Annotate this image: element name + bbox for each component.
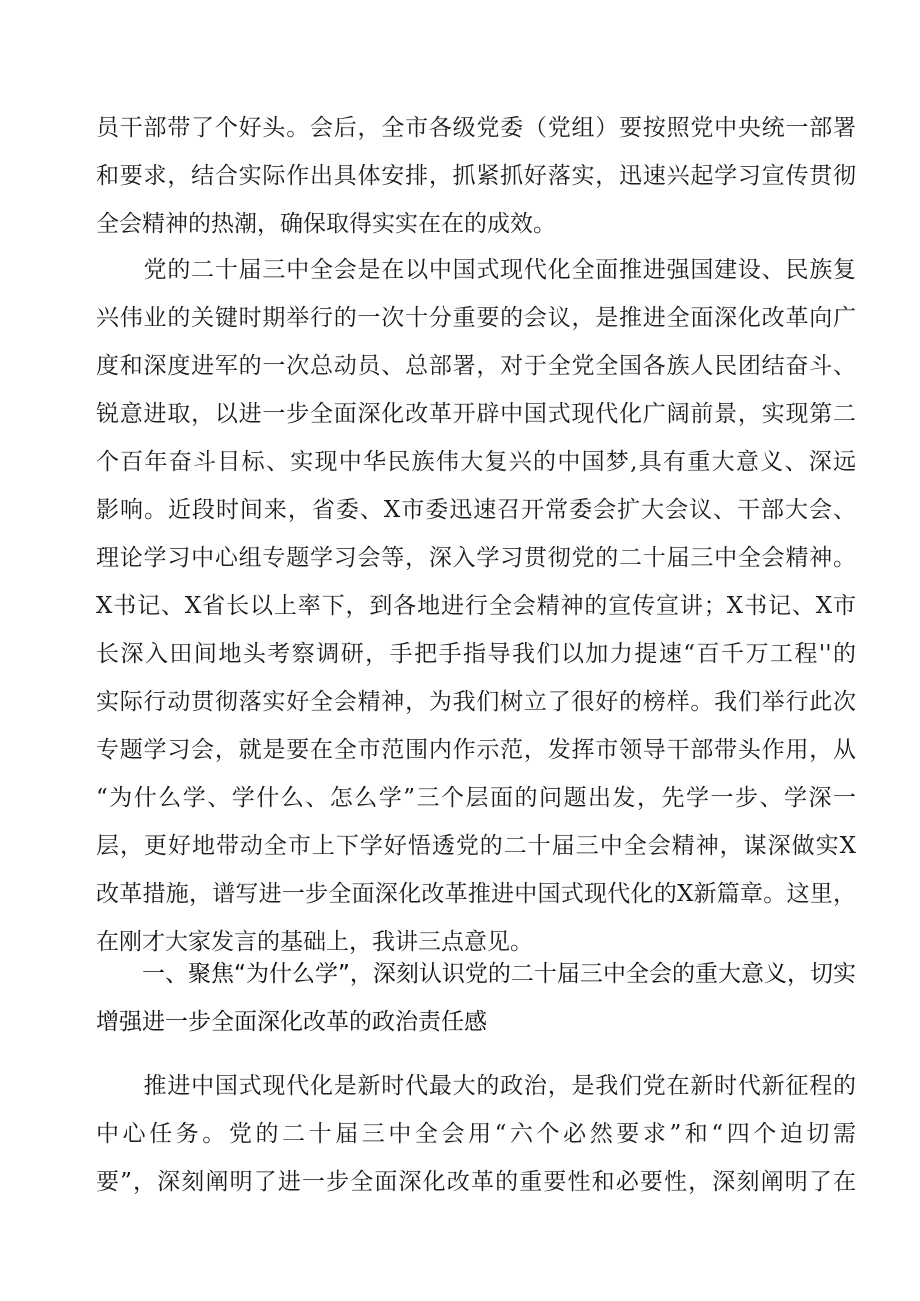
text-line: 个百年奋斗目标、实现中华民族伟大复兴的中国梦,具有重大意义、深远 <box>96 449 856 475</box>
heading-line: 增强进一步全面深化改革的政治责任感 <box>96 1009 487 1035</box>
text-line: 推进中国式现代化是新时代最大的政治，是我们党在新时代新征程的 <box>96 1073 856 1099</box>
text-line: 员干部带了个好头。会后，全市各级党委（党组）要按照党中央统一部署 <box>96 115 856 141</box>
text-line: 兴伟业的关键时期举行的一次十分重要的会议，是推进全面深化改革向广 <box>96 305 856 331</box>
text-line: 影响。近段时间来，省委、X市委迅速召开常委会扩大会议、干部大会、 <box>96 497 856 523</box>
paragraph-main <box>96 246 856 966</box>
text-line: 全会精神的热潮，确保取得实实在在的成效。 <box>96 211 556 237</box>
section-heading <box>96 950 856 1046</box>
text-line: “为什么学、学什么、怎么学”三个层面的问题出发，先学一步、学深一 <box>96 785 856 811</box>
heading-line: 一、聚焦“为什么学”，深刻认识党的二十届三中全会的重大意义，切实 <box>96 961 856 987</box>
text-line: 改革措施，谱写进一步全面深化改革推进中国式现代化的X新篇章。这里， <box>96 881 856 907</box>
text-line: 长深入田间地头考察调研，手把手指导我们以加力提速“百千万工程''的 <box>96 641 856 667</box>
text-line: 在刚才大家发言的基础上，我讲三点意见。 <box>96 929 533 955</box>
text-line: 层，更好地带动全市上下学好悟透党的二十届三中全会精神，谋深做实X <box>96 833 856 859</box>
text-line: X书记、X省长以上率下，到各地进行全会精神的宣传宣讲；X书记、X市 <box>96 593 856 619</box>
text-line: 专题学习会，就是要在全市范围内作示范，发挥市领导干部带头作用，从 <box>96 737 856 763</box>
paragraph-intro <box>96 104 856 248</box>
text-line: 党的二十届三中全会是在以中国式现代化全面推进强国建设、民族复 <box>96 257 856 283</box>
text-line: 中心任务。党的二十届三中全会用“六个必然要求”和“四个迫切需 <box>96 1121 856 1147</box>
text-line: 要”，深刻阐明了进一步全面深化改革的重要性和必要性，深刻阐明了在 <box>96 1169 856 1195</box>
text-line: 锐意进取，以进一步全面深化改革开辟中国式现代化广阔前景，实现第二 <box>96 401 856 427</box>
text-line: 度和深度进军的一次总动员、总部署，对于全党全国各族人民团结奋斗、 <box>96 353 856 379</box>
text-line: 理论学习中心组专题学习会等，深入学习贯彻党的二十届三中全会精神。 <box>96 545 856 571</box>
text-line: 实际行动贯彻落实好全会精神，为我们树立了很好的榜样。我们举行此次 <box>96 689 856 715</box>
text-line: 和要求，结合实际作出具体安排，抓紧抓好落实，迅速兴起学习宣传贯彻 <box>96 163 856 189</box>
paragraph-section-body <box>96 1062 856 1206</box>
